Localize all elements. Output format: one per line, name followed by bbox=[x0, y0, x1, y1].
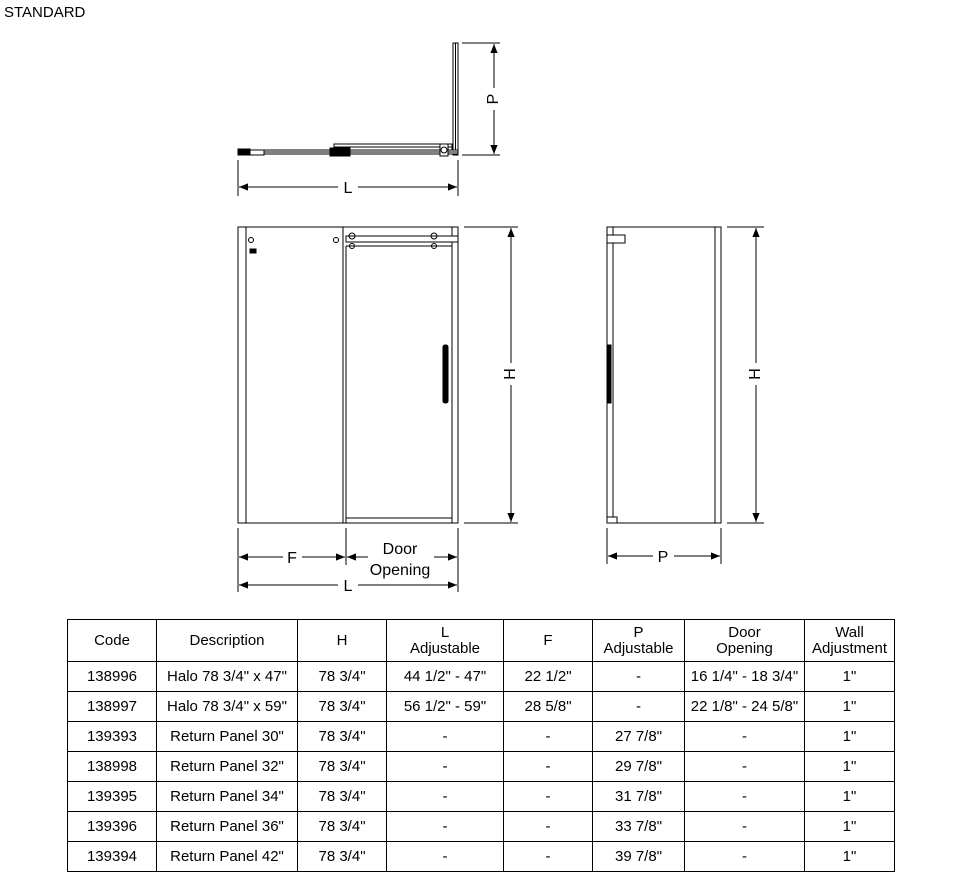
cell-l-adjustable: - bbox=[387, 752, 504, 782]
table-row bbox=[68, 812, 895, 842]
cell-code: 138996 bbox=[68, 662, 157, 692]
cell-wall-adjustment: 1" bbox=[805, 752, 895, 782]
cell-h: 78 3/4" bbox=[298, 842, 387, 872]
cell-wall-adjustment: 1" bbox=[805, 692, 895, 722]
cell-l-adjustable: - bbox=[387, 722, 504, 752]
cell-f: 28 5/8" bbox=[504, 692, 593, 722]
cell-door-opening: - bbox=[685, 782, 805, 812]
table-row bbox=[68, 722, 895, 752]
l-label-plan: L bbox=[343, 180, 353, 197]
table-row bbox=[68, 692, 895, 722]
cell-h: 78 3/4" bbox=[298, 812, 387, 842]
cell-f: - bbox=[504, 842, 593, 872]
cell-p-adjustable: 27 7/8" bbox=[593, 722, 685, 752]
header-p-adjustable: P Adjustable bbox=[593, 620, 685, 662]
specifications-table bbox=[67, 619, 895, 872]
cell-wall-adjustment: 1" bbox=[805, 842, 895, 872]
cell-description: Return Panel 32" bbox=[157, 752, 298, 782]
front-view bbox=[238, 227, 458, 523]
header-description: Description bbox=[157, 620, 298, 662]
p-label-plan: P bbox=[485, 93, 503, 105]
plan-view bbox=[238, 43, 458, 156]
cell-l-adjustable: 44 1/2" - 47" bbox=[387, 662, 504, 692]
cell-f: - bbox=[504, 782, 593, 812]
cell-code: 138997 bbox=[68, 692, 157, 722]
cell-door-opening: - bbox=[685, 722, 805, 752]
side-view bbox=[607, 227, 721, 523]
cell-code: 138998 bbox=[68, 752, 157, 782]
cell-l-adjustable: - bbox=[387, 842, 504, 872]
cell-door-opening: - bbox=[685, 752, 805, 782]
cell-wall-adjustment: 1" bbox=[805, 722, 895, 752]
cell-h: 78 3/4" bbox=[298, 752, 387, 782]
door-opening-label-line2: Opening bbox=[369, 562, 431, 579]
table-row bbox=[68, 842, 895, 872]
cell-door-opening: 16 1/4" - 18 3/4" bbox=[685, 662, 805, 692]
header-code: Code bbox=[68, 620, 157, 662]
cell-description: Return Panel 30" bbox=[157, 722, 298, 752]
cell-wall-adjustment: 1" bbox=[805, 812, 895, 842]
cell-p-adjustable: - bbox=[593, 662, 685, 692]
cell-p-adjustable: 33 7/8" bbox=[593, 812, 685, 842]
cell-code: 139396 bbox=[68, 812, 157, 842]
h-label-front: H bbox=[502, 368, 520, 380]
header-f: F bbox=[504, 620, 593, 662]
cell-description: Halo 78 3/4" x 59" bbox=[157, 692, 298, 722]
header-l-adjustable: L Adjustable bbox=[387, 620, 504, 662]
cell-h: 78 3/4" bbox=[298, 722, 387, 752]
cell-code: 139393 bbox=[68, 722, 157, 752]
cell-door-opening: - bbox=[685, 842, 805, 872]
l-label-front: L bbox=[343, 578, 353, 595]
cell-f: - bbox=[504, 722, 593, 752]
cell-code: 139395 bbox=[68, 782, 157, 812]
cell-door-opening: - bbox=[685, 812, 805, 842]
cell-h: 78 3/4" bbox=[298, 662, 387, 692]
table-row bbox=[68, 662, 895, 692]
header-wall-adjustment: Wall Adjustment bbox=[805, 620, 895, 662]
p-label-side: P bbox=[657, 549, 669, 566]
cell-p-adjustable: 29 7/8" bbox=[593, 752, 685, 782]
cell-description: Return Panel 34" bbox=[157, 782, 298, 812]
cell-f: - bbox=[504, 812, 593, 842]
h-label-side: H bbox=[747, 368, 765, 380]
table-header-row bbox=[68, 620, 895, 662]
header-h: H bbox=[298, 620, 387, 662]
cell-p-adjustable: 39 7/8" bbox=[593, 842, 685, 872]
cell-wall-adjustment: 1" bbox=[805, 782, 895, 812]
cell-wall-adjustment: 1" bbox=[805, 662, 895, 692]
table-row bbox=[68, 752, 895, 782]
cell-description: Return Panel 36" bbox=[157, 812, 298, 842]
cell-p-adjustable: 31 7/8" bbox=[593, 782, 685, 812]
cell-door-opening: 22 1/8" - 24 5/8" bbox=[685, 692, 805, 722]
table-row bbox=[68, 782, 895, 812]
cell-code: 139394 bbox=[68, 842, 157, 872]
door-opening-label-line1: Door bbox=[382, 541, 418, 558]
header-door-opening: Door Opening bbox=[685, 620, 805, 662]
cell-l-adjustable: - bbox=[387, 782, 504, 812]
cell-f: 22 1/2" bbox=[504, 662, 593, 692]
diagram-heading: STANDARD bbox=[4, 4, 86, 21]
cell-p-adjustable: - bbox=[593, 692, 685, 722]
cell-description: Return Panel 42" bbox=[157, 842, 298, 872]
f-label: F bbox=[287, 550, 297, 567]
cell-description: Halo 78 3/4" x 47" bbox=[157, 662, 298, 692]
cell-f: - bbox=[504, 752, 593, 782]
cell-h: 78 3/4" bbox=[298, 782, 387, 812]
cell-h: 78 3/4" bbox=[298, 692, 387, 722]
cell-l-adjustable: 56 1/2" - 59" bbox=[387, 692, 504, 722]
cell-l-adjustable: - bbox=[387, 812, 504, 842]
